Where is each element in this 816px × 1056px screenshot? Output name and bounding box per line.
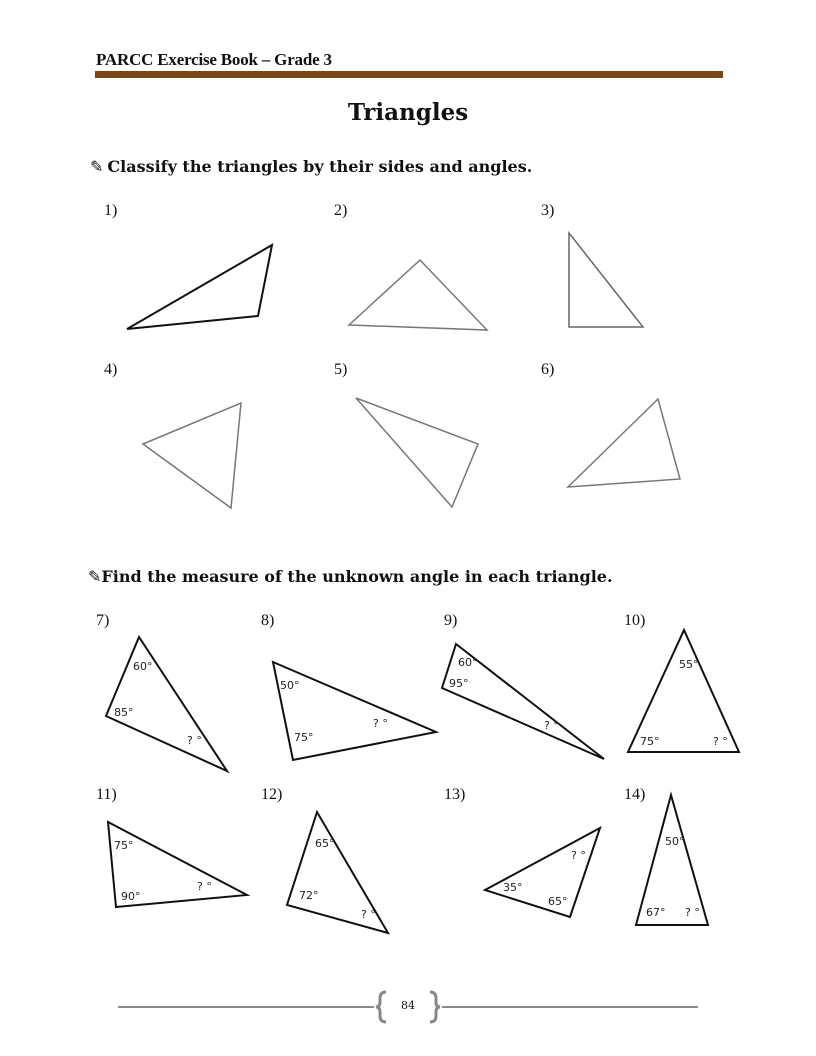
problem-2-label: 2) xyxy=(334,202,348,219)
section2-instruction-text: Find the measure of the unknown angle in each triangle. xyxy=(101,567,613,586)
angle-label: 95° xyxy=(449,677,469,690)
problem-8-label: 8) xyxy=(261,612,275,629)
angle-label: 50° xyxy=(665,835,685,848)
footer-rule-right xyxy=(442,1006,698,1008)
problem-6-label: 6) xyxy=(541,361,555,378)
angle-label: 60° xyxy=(133,660,153,673)
right-bracket-icon xyxy=(430,992,440,1022)
problem-12-label: 12) xyxy=(261,786,283,803)
problem-3-label: 3) xyxy=(541,202,555,219)
angle-label: 60° xyxy=(458,656,478,669)
problem-1-label: 1) xyxy=(104,202,118,219)
problem-7-label: 7) xyxy=(96,612,110,629)
triangle-2 xyxy=(349,260,487,330)
angle-label: 67° xyxy=(646,906,666,919)
angle-label: 75° xyxy=(294,731,314,744)
angle-label: ? ° xyxy=(187,734,202,747)
triangle-7 xyxy=(106,637,227,771)
triangle-6 xyxy=(568,399,680,487)
triangle-8 xyxy=(273,662,436,760)
angle-label: ? ° xyxy=(713,735,728,748)
problem-14-label: 14) xyxy=(624,786,646,803)
angle-label: 85° xyxy=(114,706,134,719)
angle-label: 90° xyxy=(121,890,141,903)
header-title: PARCC Exercise Book – Grade 3 xyxy=(96,50,332,69)
footer-rule-left xyxy=(118,1006,374,1008)
angle-label: ? ° xyxy=(373,717,388,730)
angle-label: 75° xyxy=(640,735,660,748)
problem-9-label: 9) xyxy=(444,612,458,629)
triangle-1 xyxy=(127,245,272,329)
angle-label: 72° xyxy=(299,889,319,902)
angle-label: 75° xyxy=(114,839,134,852)
angle-label: 55° xyxy=(679,658,699,671)
page-number: 84 xyxy=(401,999,415,1012)
triangle-3 xyxy=(569,233,643,327)
problem-11-label: 11) xyxy=(96,786,117,803)
triangle-4 xyxy=(143,403,241,508)
angle-label: 65° xyxy=(548,895,568,908)
problem-10-label: 10) xyxy=(624,612,646,629)
angle-label: 65° xyxy=(315,837,335,850)
left-bracket-icon xyxy=(376,992,386,1022)
problem-13-label: 13) xyxy=(444,786,466,803)
angle-label: 35° xyxy=(503,881,523,894)
triangle-13 xyxy=(485,828,600,917)
angle-label: ? ° xyxy=(197,880,212,893)
angle-label: 50° xyxy=(280,679,300,692)
problem-4-label: 4) xyxy=(104,361,118,378)
angle-label: ? ° xyxy=(544,719,559,732)
angle-label: ? ° xyxy=(685,906,700,919)
triangle-10 xyxy=(628,630,739,752)
pencil-icon: ✎ xyxy=(88,567,102,586)
angle-label: ? ° xyxy=(571,849,586,862)
page-title: Triangles xyxy=(347,99,469,126)
problem-5-label: 5) xyxy=(334,361,348,378)
angle-label: ? ° xyxy=(361,908,376,921)
pencil-icon: ✎ xyxy=(90,157,104,176)
triangle-5 xyxy=(356,398,478,507)
section1-instruction-text: Classify the triangles by their sides and angles. xyxy=(107,157,533,176)
